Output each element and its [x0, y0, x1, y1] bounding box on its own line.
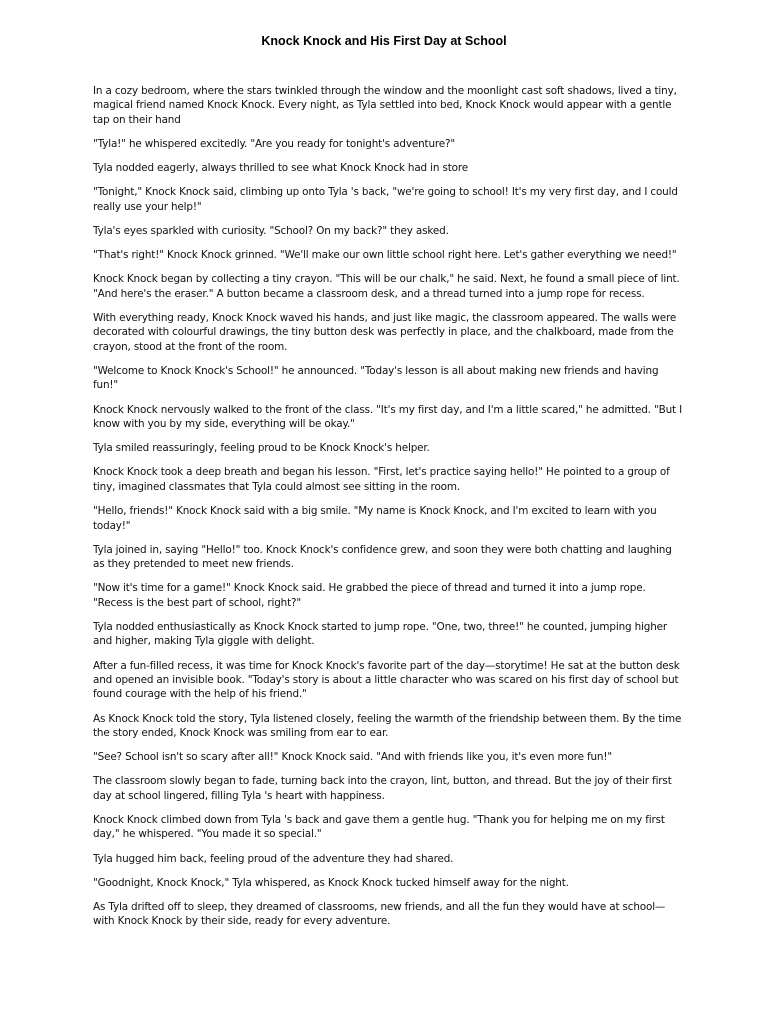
paragraph: With everything ready, Knock Knock waved his hands, and just like magic, the classroom appeared. The walls were decorated with colourful drawings, the tiny button desk was perfectly in place, and the chalkboard, made from the crayon, stood at the front of the room.	[93, 312, 677, 353]
paragraph: Tyla nodded enthusiastically as Knock Knock started to jump rope. "One, two, three!" he counted, jumping higher and higher, making Tyla giggle with delight.	[93, 620, 668, 648]
paragraph: "Welcome to Knock Knock's School!" he announced. "Today's lesson is all about making new friends and having fun!"	[93, 365, 659, 392]
paragraph: "Tonight," Knock Knock said, climbing up onto Tyla 's back, "we're going to school! It's my very first day, and I could really use your help!"	[93, 186, 678, 213]
paragraph: After a fun-filled recess, it was time for Knock Knock's favorite part of the day—storytime! He sat at the button desk and opened an invisible book. "Today's story is about a little character who was scared on his first day of school but found courage with the help of his friend."	[93, 659, 680, 701]
paragraph: "Tyla!" he whispered excitedly. "Are you ready for tonight's adventure?"	[93, 138, 456, 151]
paragraph: Tyla nodded eagerly, always thrilled to see what Knock Knock had in store	[93, 162, 468, 175]
paragraph: Knock Knock took a deep breath and began his lesson. "First, let's practice saying hello!" He pointed to a group of tiny, imagined classmates that Tyla could almost see sitting in the room.	[93, 466, 670, 493]
paragraph: In a cozy bedroom, where the stars twinkled through the window and the moonlight cast soft shadows, lived a tiny, magical friend named Knock Knock. Every night, as Tyla settled into bed, Knock Knock would appear with a gentle tap on their hand	[93, 85, 677, 126]
document-title: Knock Knock and His First Day at School	[261, 34, 507, 48]
paragraph: "Goodnight, Knock Knock," Tyla whispered, as Knock Knock tucked himself away for the night.	[93, 876, 569, 889]
paragraph: Knock Knock nervously walked to the front of the class. "It's my first day, and I'm a little scared," he admitted. "But I know with you by my side, everything will be okay."	[93, 403, 682, 431]
paragraph: Tyla hugged him back, feeling proud of the adventure they had shared.	[93, 852, 454, 865]
paragraph: As Tyla drifted off to sleep, they dreamed of classrooms, new friends, and all the fun they would have at school—with Knock Knock by their side, ready for every adventure.	[93, 900, 666, 928]
document-body	[93, 84, 683, 939]
paragraph: "See? School isn't so scary after all!" Knock Knock said. "And with friends like you, it's even more fun!"	[93, 751, 612, 764]
paragraph: The classroom slowly began to fade, turning back into the crayon, lint, button, and thread. But the joy of their first day at school lingered, filling Tyla 's heart with happiness.	[93, 775, 672, 802]
paragraph: "Hello, friends!" Knock Knock said with a big smile. "My name is Knock Knock, and I'm excited to learn with you today!"	[93, 505, 657, 532]
paragraph: Tyla's eyes sparkled with curiosity. "School? On my back?" they asked.	[93, 225, 449, 238]
paragraph: "Now it's time for a game!" Knock Knock said. He grabbed the piece of thread and turned it into a jump rope. "Recess is the best part of school, right?"	[93, 582, 646, 609]
paragraph: Knock Knock began by collecting a tiny crayon. "This will be our chalk," he said. Next, he found a small piece of lint. "And here's the eraser." A button became a classroom desk, and a thread turned into a jump rope for recess.	[93, 273, 680, 300]
paragraph: Knock Knock climbed down from Tyla 's back and gave them a gentle hug. "Thank you for helping me on my first day," he whispered. "You made it so special."	[93, 813, 665, 841]
paragraph: Tyla smiled reassuringly, feeling proud to be Knock Knock's helper.	[93, 442, 430, 455]
paragraph: As Knock Knock told the story, Tyla listened closely, feeling the warmth of the friendship between them. By the time the story ended, Knock Knock was smiling from ear to ear.	[93, 712, 682, 739]
paragraph: "That's right!" Knock Knock grinned. "We'll make our own little school right here. Let's gather everything we need!"	[93, 249, 677, 262]
paragraph: Tyla joined in, saying "Hello!" too. Knock Knock's confidence grew, and soon they were both chatting and laughing as they pretended to meet new friends.	[93, 543, 672, 571]
